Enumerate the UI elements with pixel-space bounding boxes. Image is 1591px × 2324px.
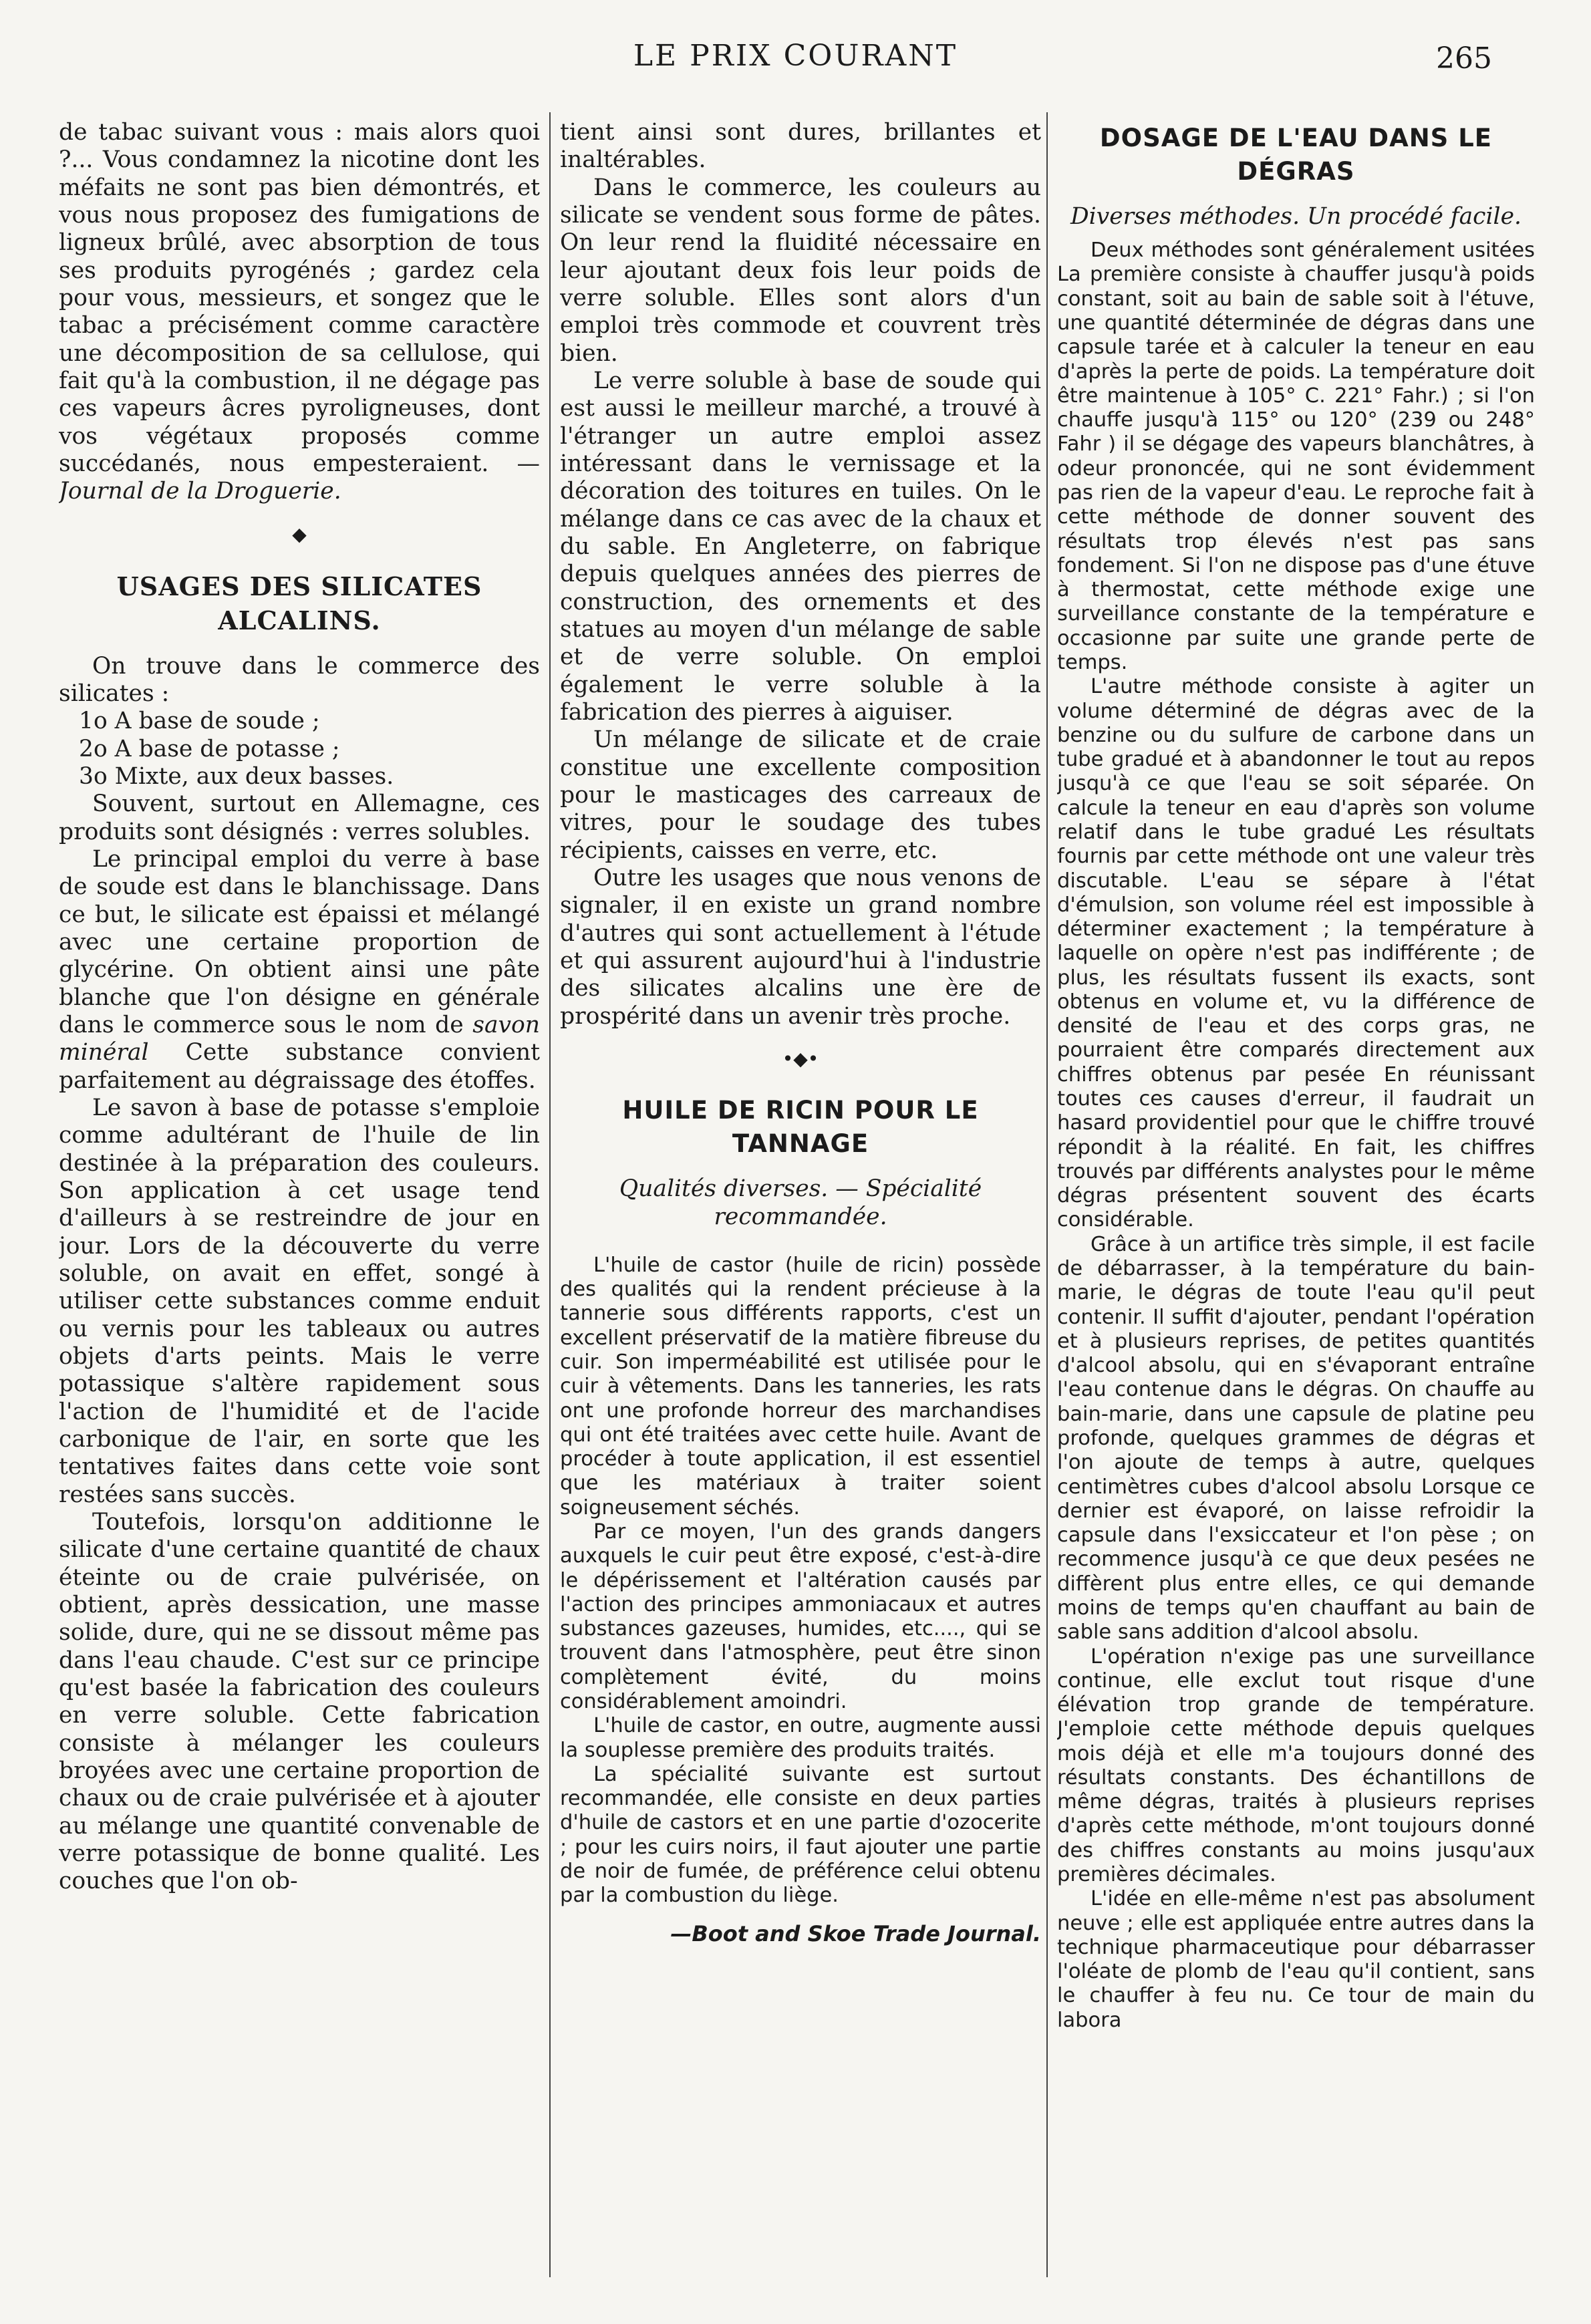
article-title-ricin: HUILE DE RICIN POUR LE TANNAGE (622, 1096, 979, 1159)
paragraph: L'opération n'exige pas une surveillance continue, elle exclut tout risque d'une élévation trop grande de température. J'emploie cette méthode depuis quelques mois déjà et elle m'a toujours donné des résultats constants. Des échantillons de même dégras, traités à plusieurs reprises d'après cette méthode, m'ont toujours donné des chiffres constants au moins jusqu'aux premières décimales. (1057, 1644, 1535, 1887)
paragraph: On trouve dans le commerce des silicates : (59, 652, 540, 708)
paragraph: Le principal emploi du verre à base de soude est dans le blanchissage. Dans ce but, le silicate est épaissi et mélangé avec une certaine proportion de glycérine. On obtient ainsi une pâte blanche que l'on désigne en générale dans le commerce sous le nom de savon minéral Cette substance convient parfaitement au dégraissage des étoffes. (59, 846, 540, 1094)
paragraph: Toutefois, lorsqu'on additionne le silicate d'une certaine quantité de chaux éteinte ou de craie pulvérisée, on obtient, après dessication, une masse solide, dure, qui ne se dissout même pas dans l'eau chaude. C'est sur ce principe qu'est basée la fabrication des couleurs en verre soluble. Cette fabrication consiste à mélanger les couleurs broyées avec une certaine proportion de chaux ou de craie pulvérisée et à ajouter au mélange une quantité convenable de verre potassique de bonne qualité. Les couches que l'on ob- (59, 1508, 540, 1895)
emphasis: savon minéral (59, 1011, 540, 1066)
column-2 (560, 119, 1041, 2284)
article-body (1057, 239, 1535, 2033)
article-title-dosage: DOSAGE DE L'EAU DANS LE DÉGRAS (1099, 124, 1493, 186)
column-1 (59, 119, 540, 2284)
paragraph: Grâce à un artifice très simple, il est facile de débarrasser, à la température du bain-marie, le dégras de toute l'eau qu'il peut contenir. Il suffit d'ajouter, pendant l'opération et à plusieurs reprises, de petites quantités d'alcool absolu, qui en s'évaporant entraîne l'eau contenue dans le dégras. On chauffe au bain-marie, dans une capsule de platine peu profonde, quelques grammes de dégras et l'on ajoute de temps à autre, quelques centimètres cubes d'alcool absolu Lorsque ce dernier est évaporé, on laisse refroidir la capsule dans l'exsiccateur et l'on pèse ; on recommence jusqu'à ce que deux pesées ne diffèrent plus entre elles, ce qui demande moins de temps qu'en chauffant au bain de sable sans addition d'alcool absolu. (1057, 1232, 1535, 1644)
paragraph: Deux méthodes sont généralement usitées La première consiste à chauffer jusqu'à poids constant, soit au bain de sable soit à l'étuve, une quantité déterminée de dégras dans une capsule tarée et à calculer la teneur en eau d'après la perte de poids. La température doit être maintenue à 105° C. 221° Fahr.) ; si l'on chauffe jusqu'à 115° ou 120° (239 ou 248° Fahr ) il se dégage des vapeurs blanchâtres, à odeur prononcée, qui ne sont évidemment pas rien de la vapeur d'eau. Le reproche fait à cette méthode de donner souvent des résultats trop élevés n'est pas sans fondement. Si l'on ne dispose pas d'une étuve à thermostat, cette méthode exige une surveillance constante de la température e occasionne par suite une grande perte de temps. (1057, 239, 1535, 674)
article-body (560, 1254, 1041, 1908)
list-item: 1o A base de soude ; (79, 708, 320, 735)
page-header (0, 39, 1591, 79)
paragraph: tient ainsi sont dures, brillantes et inaltérables. (560, 119, 1041, 174)
column-3 (1057, 119, 1535, 2284)
paragraph: L'huile de castor, en outre, augmente aussi la souplesse première des produits traités. (560, 1714, 1041, 1762)
page-number: 265 (1436, 41, 1492, 76)
paragraph: L'huile de castor (huile de ricin) possède des qualités qui la rendent précieuse à la tannerie sous différents rapports, c'est un excellent préservatif de la matière fibreuse du cuir. Son imperméabilité est utilisée pour le cuir à vêtements. Dans les tanneries, les rats ont une profonde horreur des marchandises qui ont été traitées avec cette huile. Avant de procéder à toute application, il est essentiel que les matériaux à traiter soient soigneusement séchés. (560, 1253, 1041, 1519)
paragraph: Par ce moyen, l'un des grands dangers auxquels le cuir peut être exposé, c'est-à-dire le dépérissement et l'altération causés par l'action des principes ammoniacaux et autres substances gazeuses, humides, etc...., qui se trouvent dans l'atmosphère, peut être sinon complètement évité, du moins considérablement amoindri. (560, 1519, 1041, 1713)
article-subhead: Qualités diverses. — Spécialité recommandée. (619, 1175, 982, 1230)
column-rule-right (1046, 112, 1048, 2277)
article-title-silicates: USAGES DES SILICATES ALCALINS. (116, 571, 482, 636)
paragraph: Dans le commerce, les couleurs au silicate se vendent sous forme de pâtes. On leur rend la fluidité nécessaire en leur ajoutant deux fois leur poids de verre soluble. Elles sont alors d'un emploi très commode et couvrent très bien. (560, 174, 1041, 367)
column-rule-left (549, 112, 551, 2277)
paragraph: L'autre méthode consiste à agiter un volume déterminé de dégras avec de la benzine ou du sulfure de carbone dans un tube gradué et à abandonner le tout au repos jusqu'à ce que l'eau se soit séparée. On calcule la teneur en eau d'après son volume relatif dans le tube gradué Les résultats fournis par cette méthode ont une valeur très discutable. L'eau se sépare à l'état d'émulsion, son volume réel est impossible à déterminer exactement ; la température à laquelle on opère n'est pas indifférente ; de plus, les résultats fussent ils exacts, sont obtenus en volume et, vu la différence de densité de l'eau et des corps gras, ne pourraient être comparés directement aux chiffres obtenus par pesée En réunissant toutes ces causes d'erreur, il faudrait un hasard providentiel pour que le chiffre trouvé répondit à la réalité. En fait, les chiffres trouvés par différents analystes pour le même dégras présentent souvent des écarts considérable. (1057, 675, 1535, 1232)
article-subhead: Diverses méthodes. Un procédé facile. (1070, 202, 1522, 230)
ornament-divider: ◆ (292, 523, 307, 545)
source-citation: Journal de la Droguerie. (59, 478, 341, 505)
paragraph: Un mélange de silicate et de craie constitue une excellente composition pour le masticages des carreaux de vitres, pour le soudage des tubes récipients, caisses en verre, etc. (560, 726, 1041, 864)
paragraph: Le verre soluble à base de soude qui est aussi le meilleur marché, a trouvé à l'étranger un autre emploi assez intéressant dans le vernissage et la décoration des toitures en tuiles. On le mélange dans ce cas avec de la chaux et du sable. En Angleterre, on fabrique depuis quelques années des pierres de construction, des ornements et des statues au moyen d'un mélange de sable et de verre soluble. On emploi également le verre soluble à la fabrication des pierres à aiguiser. (560, 367, 1041, 726)
list-item: 3o Mixte, aux deux basses. (79, 763, 394, 790)
paragraph: La spécialité suivante est surtout recommandée, elle consiste en deux parties d'huile de castors et en une partie d'ozocerite ; pour les cuirs noirs, il faut ajouter une partie de noir de fumée, de préférence celui obtenu par la combustion du liège. (560, 1762, 1041, 1908)
list-item: 2o A base de potasse ; (79, 735, 340, 762)
paragraph: L'idée en elle-même n'est pas absolument neuve ; elle est appliquée entre autres dans la technique pharmaceutique pour débarrasser l'oléate de plomb de l'eau qu'il contient, sans le chauffer à feu nu. Ce tour de main du labora (1057, 1887, 1535, 2032)
paragraph: de tabac suivant vous : mais alors quoi ?... Vous condamnez la nicotine dont les méfaits ne sont pas bien démontrés, et vous nous proposez des fumigations de ligneux brûlé, avec absorption de tous ses produits pyrogénés ; gardez cela pour vous, messieurs, et songez que le tabac a précisément comme caractère une décomposition de sa cellulose, qui fait qu'à la combustion, il ne dégage pas ces vapeurs âcres pyroligneuses, dont vos végétaux proposés comme succédanés, nous empesteraient. —Journal de la Droguerie. (59, 119, 540, 505)
paragraph: Le savon à base de potasse s'emploie comme adultérant de l'huile de lin destinée à la préparation des couleurs. Son application à cet usage tend d'ailleurs à se restreindre de jour en jour. Lors de la découverte du verre soluble, on avait en effet, songé à utiliser cette substances comme enduit ou vernis pour les tableaux ou autres objets d'arts peints. Mais le verre potassique s'altère rapidement sous l'action de l'humidité et de l'acide carbonique de l'air, en sorte que les tentatives faites dans cette voie sont restées sans succès. (59, 1094, 540, 1508)
paragraph: Outre les usages que nous venons de signaler, il en existe un grand nombre d'autres qui sont actuellement à l'étude et qui assurent aujourd'hui à l'industrie des silicates alcalins une ère de prospérité dans un avenir très proche. (560, 864, 1041, 1030)
source-citation: —Boot and Skoe Trade Journal. (670, 1921, 1041, 1947)
ornament-divider: •◆• (782, 1047, 819, 1070)
paragraph: Souvent, surtout en Allemagne, ces produits sont désignés : verres solubles. (59, 790, 540, 845)
journal-title: LE PRIX COURANT (633, 39, 958, 73)
